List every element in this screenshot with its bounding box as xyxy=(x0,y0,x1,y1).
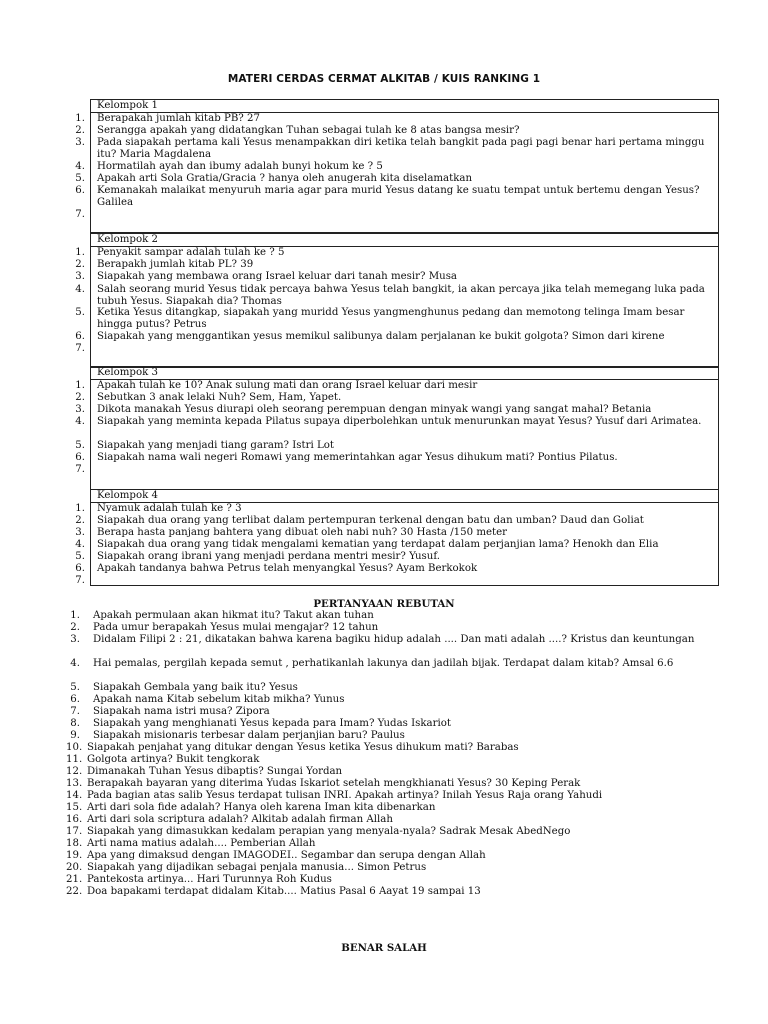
rebutan-text: Apakah permulaan akan hikmat itu? Takut akan tuhan xyxy=(93,610,374,621)
question-number: 5. xyxy=(75,307,85,318)
rebutan-text: Berapakah bayaran yang diterima Yudas Iskariot setelah mengkhianati Yesus? 30 Keping Perak xyxy=(87,778,581,789)
group-label: Kelompok 3 xyxy=(91,367,718,380)
question-number: 6. xyxy=(75,452,85,463)
question-text: Nyamuk adalah tulah ke ? 3 xyxy=(97,503,242,514)
rebutan-number: 1. xyxy=(70,610,80,621)
question-number: 1. xyxy=(75,503,85,514)
rebutan-number: 19. xyxy=(66,850,83,861)
question-text: Apakah tulah ke 10? Anak sulung mati dan orang Israel keluar dari mesir xyxy=(97,380,478,391)
question-number: 1. xyxy=(75,113,85,124)
question-text: Siapakah dua orang yang tidak mengalami kematian yang terdapat dalam perjanjian lama? Henokh dan Elia xyxy=(97,539,659,550)
rebutan-number: 12. xyxy=(66,766,83,777)
question-text: Pada siapakah pertama kali Yesus menampakkan diri ketika telah bangkit pada pagi pagi benar hari pertama minggu itu? Maria Magdalena xyxy=(97,137,705,160)
rebutan-text: Apa yang dimaksud dengan IMAGODEI.. Segambar dan serupa dengan Allah xyxy=(87,850,486,861)
rebutan-number: 11. xyxy=(66,754,83,765)
rebutan-text: Golgota artinya? Bukit tengkorak xyxy=(87,754,260,765)
group-1-table xyxy=(75,99,719,233)
rebutan-number: 5. xyxy=(70,682,80,693)
rebutan-number: 4. xyxy=(70,658,80,669)
question-number: 7. xyxy=(75,464,85,475)
rebutan-text: Siapakah misionaris terbesar dalam perjanjian baru? Paulus xyxy=(93,730,405,741)
question-text: Kemanakah malaikat menyuruh maria agar para murid Yesus datang ke suatu tempat untuk bertemu dengan Yesus? Galilea xyxy=(97,185,700,208)
question-text: Dikota manakah Yesus diurapi oleh seorang perempuan dengan minyak wangi yang sangat mahal? Betania xyxy=(97,404,652,415)
group-2-table xyxy=(75,233,719,368)
question-number: 4. xyxy=(75,161,85,172)
question-text: Ketika Yesus ditangkap, siapakah yang muridd Yesus yangmenghunus pedang dan memotong telinga Imam besar hingga putus? Petrus xyxy=(97,307,685,330)
question-text: Salah seorang murid Yesus tidak percaya bahwa Yesus telah bangkit, ia akan percaya jika telah memegang luka pada tubuh Yesus. Siapakah dia? Thomas xyxy=(97,284,705,307)
question-text: Apakah arti Sola Gratia/Gracia ? hanya oleh anugerah kita diselamatkan xyxy=(97,173,473,184)
rebutan-text: Siapakah nama istri musa? Zipora xyxy=(93,706,270,717)
rebutan-text: Siapakah yang menghianati Yesus kepada para Imam? Yudas Iskariot xyxy=(93,718,451,729)
group-label: Kelompok 2 xyxy=(91,234,718,247)
rebutan-number: 14. xyxy=(66,790,83,801)
question-text: Sebutkan 3 anak lelaki Nuh? Sem, Ham, Yapet. xyxy=(97,392,342,403)
question-number: 2. xyxy=(75,515,85,526)
rebutan-text: Dimanakah Tuhan Yesus dibaptis? Sungai Yordan xyxy=(87,766,343,777)
question-number: 5. xyxy=(75,551,85,562)
question-text: Siapakah dua orang yang terlibat dalam pertempuran terkenal dengan batu dan umban? Daud dan Goliat xyxy=(97,515,644,526)
rebutan-text: Doa bapakami terdapat didalam Kitab.... Matius Pasal 6 Aayat 19 sampai 13 xyxy=(87,886,481,897)
rebutan-number: 21. xyxy=(66,874,83,885)
question-number: 7. xyxy=(75,209,85,220)
group-4-table xyxy=(75,489,719,586)
question-text: Penyakit sampar adalah tulah ke ? 5 xyxy=(97,247,285,258)
question-text: Hormatilah ayah dan ibumy adalah bunyi hokum ke ? 5 xyxy=(97,161,383,172)
rebutan-text: Pada umur berapakah Yesus mulai mengajar? 12 tahun xyxy=(93,622,379,633)
question-number: 2. xyxy=(75,125,85,136)
rebutan-heading: PERTANYAAN REBUTAN xyxy=(313,598,455,610)
question-number: 5. xyxy=(75,173,85,184)
rebutan-number: 9. xyxy=(70,730,80,741)
question-text: Berapakh jumlah kitab PL? 39 xyxy=(97,259,254,270)
rebutan-number: 17. xyxy=(66,826,83,837)
rebutan-text: Apakah nama Kitab sebelum kitab mikha? Yunus xyxy=(93,694,345,705)
question-text: Siapakah orang ibrani yang menjadi perdana mentri mesir? Yusuf. xyxy=(97,551,440,562)
benar-salah-heading: BENAR SALAH xyxy=(341,942,427,954)
rebutan-number: 22. xyxy=(66,886,83,897)
rebutan-number: 13. xyxy=(66,778,83,789)
question-number: 3. xyxy=(75,404,85,415)
question-number: 3. xyxy=(75,527,85,538)
rebutan-number: 18. xyxy=(66,838,83,849)
rebutan-text: Siapakah yang dijadikan sebagai penjala manusia... Simon Petrus xyxy=(87,862,427,873)
rebutan-number: 15. xyxy=(66,802,83,813)
rebutan-number: 16. xyxy=(66,814,83,825)
question-number: 6. xyxy=(75,331,85,342)
question-number: 5. xyxy=(75,440,85,451)
question-number: 7. xyxy=(75,343,85,354)
question-number: 1. xyxy=(75,247,85,258)
group-3-table xyxy=(75,366,719,490)
question-number: 1. xyxy=(75,380,85,391)
rebutan-number: 6. xyxy=(70,694,80,705)
rebutan-number: 2. xyxy=(70,622,80,633)
rebutan-text: Didalam Filipi 2 : 21, dikatakan bahwa karena bagiku hidup adalah .... Dan mati adalah ....? Kristus dan keuntungan xyxy=(93,634,695,645)
rebutan-text: Siapakah penjahat yang ditukar dengan Yesus ketika Yesus dihukum mati? Barabas xyxy=(87,742,519,753)
question-number: 4. xyxy=(75,539,85,550)
rebutan-text: Arti dari sola fide adalah? Hanya oleh karena Iman kita dibenarkan xyxy=(87,802,436,813)
rebutan-number: 8. xyxy=(70,718,80,729)
question-text: Berapa hasta panjang bahtera yang dibuat oleh nabi nuh? 30 Hasta /150 meter xyxy=(97,527,507,538)
question-text: Siapakah yang menggantikan yesus memikul salibunya dalam perjalanan ke bukit golgota? Simon dari kirene xyxy=(97,331,665,342)
rebutan-text: Arti nama matius adalah.... Pemberian Allah xyxy=(87,838,316,849)
question-number: 4. xyxy=(75,284,85,295)
rebutan-text: Siapakah yang dimasukkan kedalam perapian yang menyala-nyala? Sadrak Mesak AbedNego xyxy=(87,826,571,837)
rebutan-number: 20. xyxy=(66,862,83,873)
question-number: 3. xyxy=(75,137,85,148)
group-label: Kelompok 4 xyxy=(91,490,718,503)
rebutan-number: 7. xyxy=(70,706,80,717)
question-number: 4. xyxy=(75,416,85,427)
rebutan-text: Hai pemalas, pergilah kepada semut , perhatikanlah lakunya dan jadilah bijak. Terdapat dalam kitab? Amsal 6.6 xyxy=(93,658,674,669)
rebutan-text: Pada bagian atas salib Yesus terdapat tulisan INRI. Apakah artinya? Inilah Yesus Raja orang Yahudi xyxy=(87,790,603,801)
question-text: Siapakah nama wali negeri Romawi yang memerintahkan agar Yesus dihukum mati? Pontius Pilatus. xyxy=(97,452,618,463)
question-number: 6. xyxy=(75,563,85,574)
question-text: Siapakah yang meminta kepada Pilatus supaya diperbolehkan untuk menurunkan mayat Yesus? Yusuf dari Arimatea. xyxy=(97,416,702,427)
rebutan-number: 3. xyxy=(70,634,80,645)
rebutan-text: Arti dari sola scriptura adalah? Alkitab adalah firman Allah xyxy=(87,814,393,825)
question-number: 2. xyxy=(75,392,85,403)
rebutan-text: Pantekosta artinya... Hari Turunnya Roh Kudus xyxy=(87,874,332,885)
question-number: 2. xyxy=(75,259,85,270)
question-text: Siapakah yang menjadi tiang garam? Istri Lot xyxy=(97,440,334,451)
rebutan-text: Siapakah Gembala yang baik itu? Yesus xyxy=(93,682,298,693)
question-number: 6. xyxy=(75,185,85,196)
question-text: Serangga apakah yang didatangkan Tuhan sebagai tulah ke 8 atas bangsa mesir? xyxy=(97,125,520,136)
question-number: 7. xyxy=(75,575,85,586)
rebutan-number: 10. xyxy=(66,742,83,753)
question-text: Apakah tandanya bahwa Petrus telah menyangkal Yesus? Ayam Berkokok xyxy=(97,563,478,574)
document-title: MATERI CERDAS CERMAT ALKITAB / KUIS RANKING 1 xyxy=(227,73,541,85)
question-text: Siapakah yang membawa orang Israel keluar dari tanah mesir? Musa xyxy=(97,271,458,282)
question-text: Berapakah jumlah kitab PB? 27 xyxy=(97,113,260,124)
question-number: 3. xyxy=(75,271,85,282)
group-label: Kelompok 1 xyxy=(91,100,718,113)
